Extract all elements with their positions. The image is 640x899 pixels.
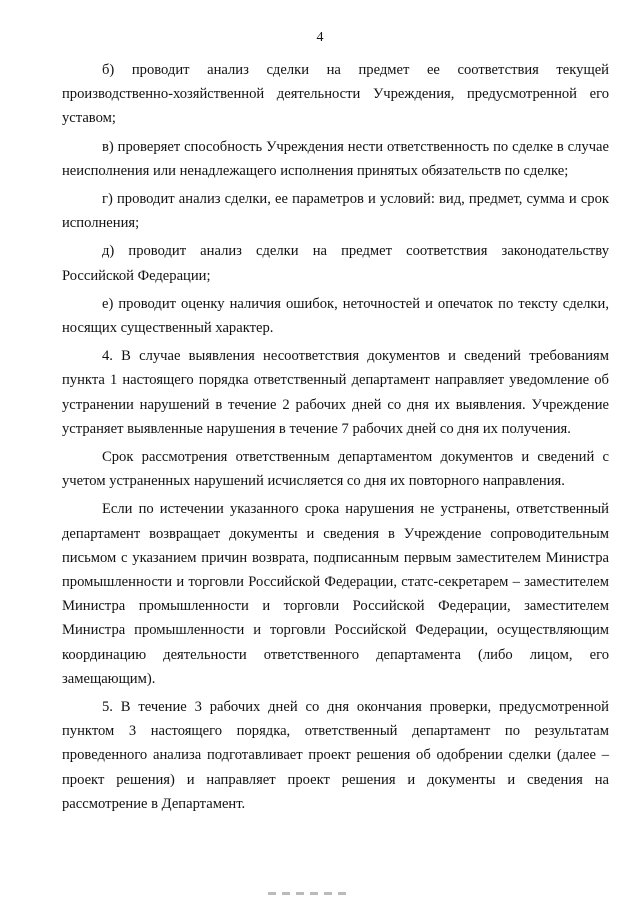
return-documents-paragraph: Если по истечении указанного срока нарушения не устранены, ответственный департамент возвращает документы и сведения в Учреждение сопроводительным письмом с указанием причин возврата, подписанным первым заместителем Министра промышленности и торговли Российской Федерации, статс-секретарем – заместителем Министра промышленности и торговли Российской Федерации, заместителем Министра промышленности и торговли Российской Федерации, осуществляющим координацию деятельности ответственного департамента (либо лицом, его замещающим). bbox=[62, 501, 609, 687]
subitem-e: е) проводит оценку наличия ошибок, неточностей и опечаток по тексту сделки, носящих существенный характер. bbox=[62, 295, 609, 337]
review-period-paragraph: Срок рассмотрения ответственным департаментом документов и сведений с учетом устраненных нарушений исчисляется со дня их повторного направления. bbox=[62, 449, 609, 490]
page-number: 4 bbox=[316, 30, 324, 45]
subitem-v: в) проверяет способность Учреждения нести ответственность по сделке в случае неисполнения или ненадлежащего исполнения принятых обязательств по сделке; bbox=[62, 138, 609, 179]
clause-4: 4. В случае выявления несоответствия документов и сведений требованиям пункта 1 настоящего порядка ответственный департамент направляет уведомление об устранении нарушений в течение 2 рабочих дней со дня их выявления. Учреждение устраняет выявленные нарушения в течение 7 рабочих дней со дня их получения. bbox=[62, 348, 609, 437]
subitem-b: б) проводит анализ сделки на предмет ее соответствия текущей производственно-хозяйственной деятельности Учреждения, предусмотренной его уставом; bbox=[62, 62, 609, 127]
document-body bbox=[62, 58, 609, 816]
clause-5: 5. В течение 3 рабочих дней со дня окончания проверки, предусмотренной пунктом 3 настоящего порядка, ответственный департамент по результатам проведенного анализа подготавливает проект решения об одобрении сделки (далее – проект решения) и направляет проект решения и документы и сведения на рассмотрение в Департамент. bbox=[62, 699, 609, 812]
subitem-d: д) проводит анализ сделки на предмет соответствия законодательству Российской Федерации; bbox=[62, 243, 609, 284]
subitem-g: г) проводит анализ сделки, ее параметров и условий: вид, предмет, сумма и срок исполнения; bbox=[62, 191, 609, 232]
scan-artifact bbox=[268, 892, 348, 895]
